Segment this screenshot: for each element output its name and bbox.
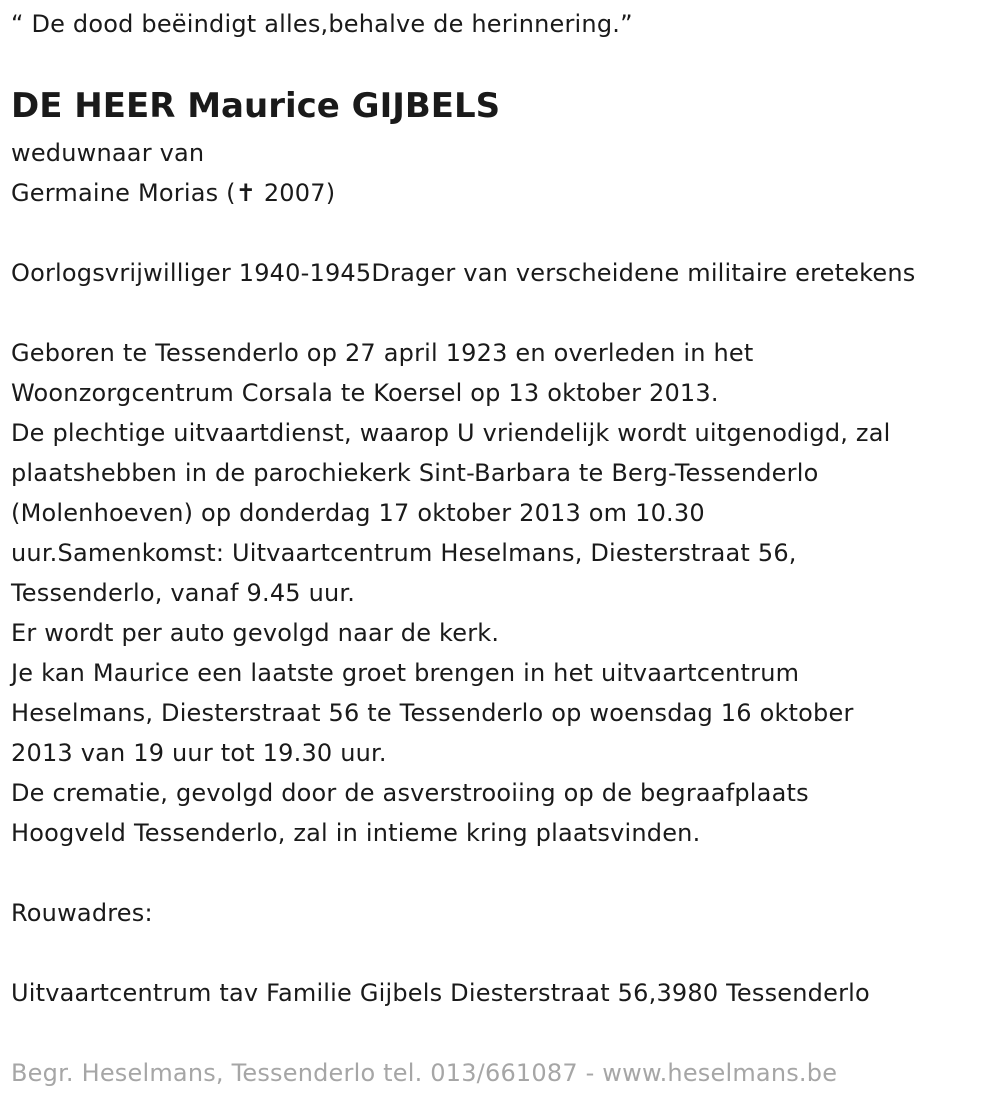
deceased-name: DE HEER Maurice GIJBELS xyxy=(11,86,501,126)
body-line: Hoogveld Tessenderlo, zal in intieme kring plaatsvinden. xyxy=(11,819,701,847)
body-line: Je kan Maurice een laatste groet brengen in het uitvaartcentrum xyxy=(11,659,800,687)
body-line: (Molenhoeven) op donderdag 17 oktober 2013 om 10.30 xyxy=(11,499,705,527)
body-line: Woonzorgcentrum Corsala te Koersel op 13 oktober 2013. xyxy=(11,379,719,407)
spouse-name: Germaine Morias (✝ 2007) xyxy=(11,179,336,207)
body-line: Heselmans, Diesterstraat 56 te Tessenderlo op woensdag 16 oktober xyxy=(11,699,854,727)
address-label: Rouwadres: xyxy=(11,899,153,927)
mourning-address: Uitvaartcentrum tav Familie Gijbels Diesterstraat 56,3980 Tessenderlo xyxy=(11,979,870,1007)
funeral-home-footer: Begr. Heselmans, Tessenderlo tel. 013/661087 - www.heselmans.be xyxy=(11,1059,838,1087)
body-line: Geboren te Tessenderlo op 27 april 1923 en overleden in het xyxy=(11,339,754,367)
body-line: plaatshebben in de parochiekerk Sint-Barbara te Berg-Tessenderlo xyxy=(11,459,819,487)
body-line: Tessenderlo, vanaf 9.45 uur. xyxy=(11,579,356,607)
military-service: Oorlogsvrijwilliger 1940-1945Drager van verscheidene militaire eretekens xyxy=(11,259,916,287)
memorial-quote: “ De dood beëindigt alles,behalve de herinnering.” xyxy=(11,10,633,38)
spouse-intro: weduwnaar van xyxy=(11,139,205,167)
body-line: 2013 van 19 uur tot 19.30 uur. xyxy=(11,739,387,767)
body-line: De plechtige uitvaartdienst, waarop U vriendelijk wordt uitgenodigd, zal xyxy=(11,419,891,447)
body-line: uur.Samenkomst: Uitvaartcentrum Heselmans, Diesterstraat 56, xyxy=(11,539,797,567)
body-line: De crematie, gevolgd door de asverstrooiing op de begraafplaats xyxy=(11,779,809,807)
body-line: Er wordt per auto gevolgd naar de kerk. xyxy=(11,619,500,647)
